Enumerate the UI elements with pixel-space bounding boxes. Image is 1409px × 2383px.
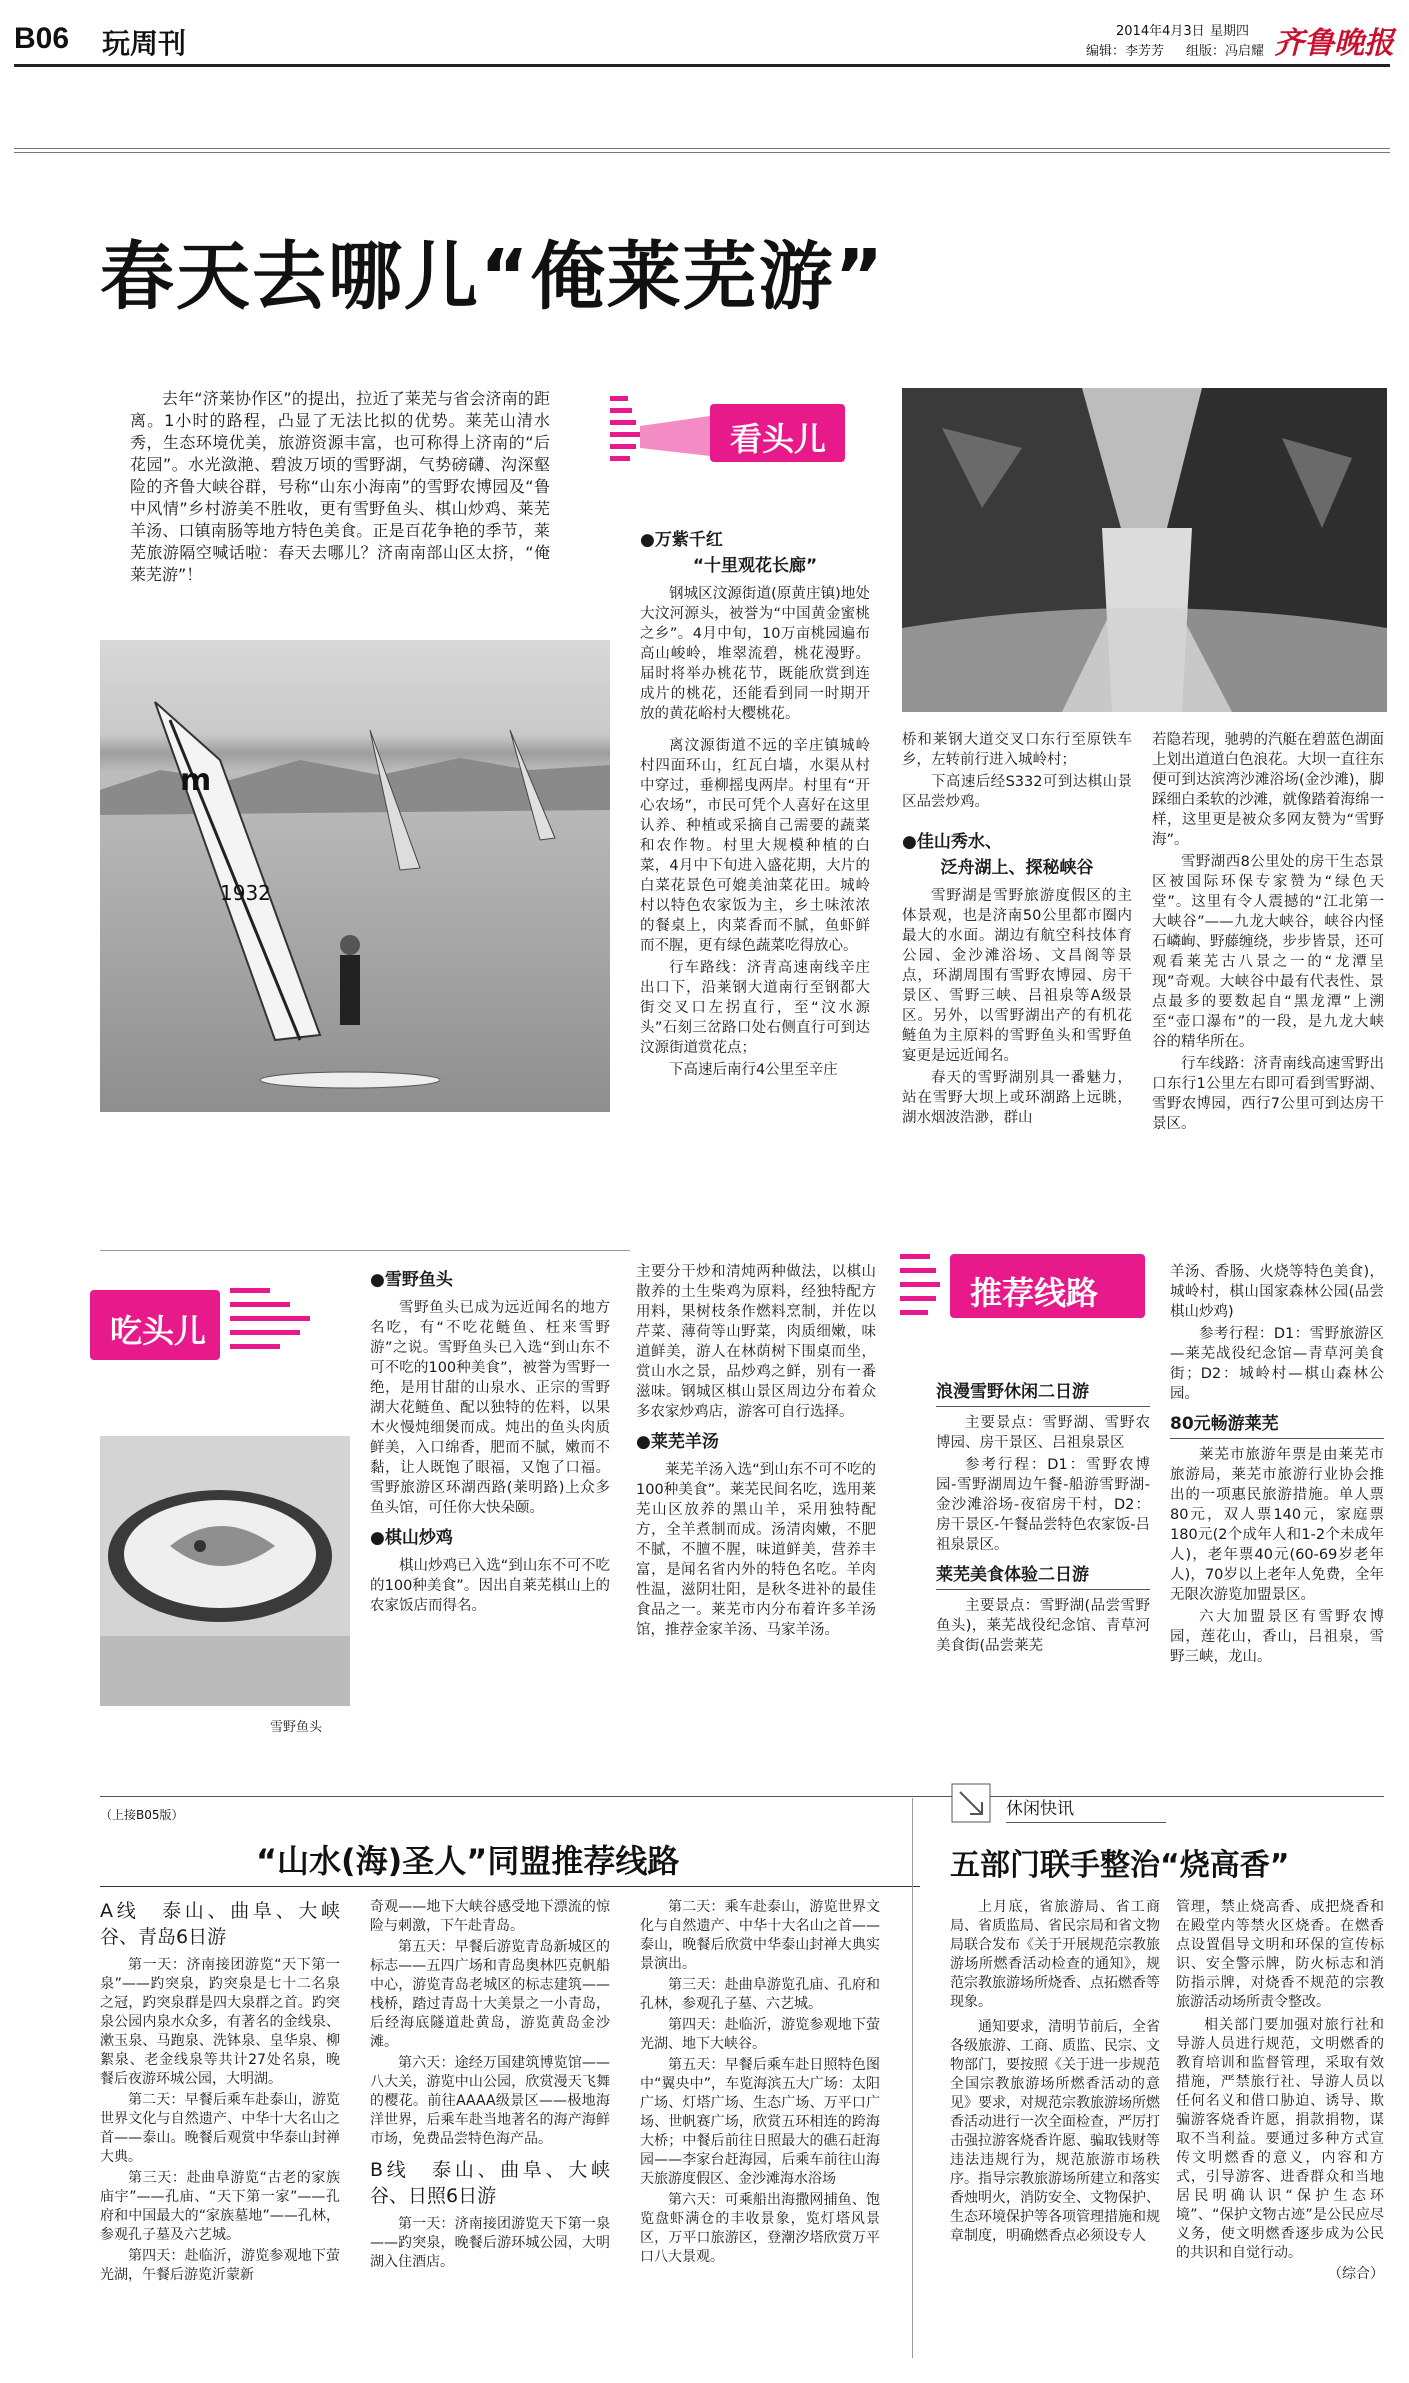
route1-p2: 参考行程：D1：雪野农博园-雪野湖周边午餐-船游雪野湖-金沙滩浴场-夜宿房干村，D2：房干景区-午餐品尝特色农家饭-吕祖泉景区。 bbox=[936, 1457, 1150, 1553]
news-p2: 通知要求，清明节前后，全省各级旅游、工商、质监、民宗、文物部门，要按照《关于进一步规范全国宗教旅游场所燃香活动的意见》要求，对规范宗教旅游场所燃香活动进行一次全面检查，严厉打击强拉游客烧香许愿、骗取钱财等违法违规行为，规范旅游市场秩序。指导宗教旅游场所建立和落实香烛明火，消防安全、文物保护、生态环境保护等各项管理措施和规章制度，明确燃香点必须设专人 bbox=[950, 2019, 1160, 2244]
news-column-1 bbox=[950, 1898, 1160, 2248]
route1-p1: 主要景点：雪野湖、雪野农博园、房干景区、吕祖泉景区 bbox=[936, 1415, 1150, 1451]
lower-title: “山水(海)圣人”同盟推荐线路 bbox=[256, 1842, 680, 1880]
kantou-s1-p6: 下高速后经S332可到达棋山景区品尝炒鸡。 bbox=[902, 774, 1132, 810]
chitou-stamp bbox=[90, 1270, 340, 1380]
kantou-sub2-a: ●佳山秀水、 bbox=[902, 832, 1002, 852]
continued-note: （上接B05版） bbox=[100, 1808, 184, 1822]
line-b-p5: 第五天：早餐后乘车赴日照特色图中“翼央中”，车览海滨五大广场：太阳广场、灯塔广场、生态广场、万平口广场、世帆赛广场，欣赏五环相连的跨海大桥；中餐后前往日照最大的礁石赶海园——李家台赶海园，后乘车前往山海天旅游度假区、金沙滩海水浴场 bbox=[640, 2057, 880, 2187]
fish-photo-caption: 雪野鱼头 bbox=[270, 1720, 323, 1735]
header-date: 2014年4月3日 bbox=[1116, 24, 1205, 39]
news-kicker-box bbox=[950, 1782, 1170, 1826]
arrow-icon bbox=[950, 1782, 994, 1826]
windsurf-illustration bbox=[100, 640, 610, 1112]
kantou-sub1-b: “十里观花长廊” bbox=[692, 556, 818, 576]
route2-p3: 参考行程：D1：雪野旅游区—莱芜战役纪念馆—青草河美食街；D2：城岭村—棋山森林公园。 bbox=[1170, 1326, 1384, 1402]
line-b-p1: 第一天：济南接团游览天下第一泉——趵突泉，晚餐后游环城公园，大明湖入住酒店。 bbox=[370, 2216, 610, 2270]
route3-p1: 莱芜市旅游年票是由莱芜市旅游局，莱芜市旅游行业协会推出的一项惠民旅游措施。单人票80元，双人票140元，家庭票180元(2个成年人和1-2个未成年人)，老年票40元(60-69岁老年人)，70岁以上老年人免费，全年无限次游览加盟景区。 bbox=[1170, 1447, 1384, 1603]
route1-title: 浪漫雪野休闲二日游 bbox=[936, 1380, 1150, 1407]
news-p1: 上月底，省旅游局、省工商局、省质监局、省民宗局和省文物局联合发布《关于开展规范宗教旅游场所燃香活动检查的通知》，规范宗教旅游场所烧香、点拓燃香等现象。 bbox=[950, 1899, 1160, 2010]
news-title: 五部门联手整治“烧高香” bbox=[950, 1848, 1290, 1883]
line-a-p7: 第六天：途经万国建筑博览馆——八大关，游览中山公园，欣赏漫天飞舞的樱花。前往AAAA级景区——极地海洋世界，后乘车赴当地著名的海产海鲜市场，免费品尝特色海产品。 bbox=[370, 2055, 610, 2147]
lower-divider bbox=[912, 1798, 913, 2358]
line-b-p4: 第四天：赴临沂，游览参观地下萤光湖、地下大峡谷。 bbox=[640, 2017, 880, 2052]
windsurf-photo bbox=[100, 640, 610, 1112]
kantou-s1-p1: 钢城区汶源街道(原黄庄镇)地处大汶河源头，被誉为“中国黄金蜜桃之乡”。4月中旬，10万亩桃园遍布高山峻岭，堆翠流碧，桃花漫野。届时将举办桃花节，既能欣赏到连成片的桃花，还能看到同一时期开放的黄花峪村大樱桃花。 bbox=[640, 586, 870, 722]
route2-p1: 主要景点：雪野湖(品尝雪野鱼头)，莱芜战役纪念馆、青草河美食街(品尝莱芜 bbox=[936, 1598, 1150, 1654]
news-p3: 管理，禁止烧高香、成把烧香和在殿堂内等禁火区烧香。在燃香点设置倡导文明和环保的宣传标识、安全警示牌，防火标志和消防指示牌，对烧香不规范的宗教旅游活动场所责令整改。 bbox=[1176, 1899, 1384, 2010]
kantou-column-2 bbox=[902, 730, 1132, 1130]
yutou-p1: 雪野鱼头已成为远近闻名的地方名吃，有“不吃花鲢鱼、枉来雪野游”之说。雪野鱼头已入选“到山东不可不吃的100种美食”，被誉为雪野一绝，是用甘甜的山泉水、正宗的雪野湖大花鲢鱼、配以独特的佐料，以果木火慢炖细煲而成。炖出的鱼头肉质鲜美，入口绵香，肥而不腻，嫩而不黏，让人既饱了眼福，又饱了口福。雪野旅游区环湖西路(莱明路)上众多鱼头馆，可任你大快朵颐。 bbox=[370, 1300, 610, 1516]
gorge-photo bbox=[902, 388, 1387, 712]
yangtang-title: ●莱芜羊汤 bbox=[636, 1432, 719, 1452]
tuijian-column-2 bbox=[1170, 1262, 1384, 1669]
rule-2 bbox=[14, 152, 1390, 153]
news-column-2 bbox=[1176, 1898, 1384, 2284]
page-code: B06 bbox=[14, 22, 70, 55]
kantou-s2-p1: 雪野湖是雪野旅游度假区的主体景观，也是济南50公里都市圈内最大的水面。湖边有航空科技体育公园、金沙滩浴场、文昌阁等景点，环湖周围有雪野农博园、房干景区、雪野三峡、吕祖泉等A级景区。另外，以雪野湖出产的有机花鲢鱼为主原料的雪野鱼头和雪野鱼宴更是远近闻名。 bbox=[902, 888, 1132, 1064]
news-kicker: 休闲快讯 bbox=[1006, 1799, 1074, 1819]
chitou-column-1 bbox=[370, 1268, 610, 1618]
line-b-p2: 第二天：乘车赴泰山，游览世界文化与自然遗产、中华十大名山之首——泰山，晚餐后欣赏中华泰山封禅大典实景演出。 bbox=[640, 1899, 880, 1972]
kantou-s3-p3: 行车线路：济青南线高速雪野出口东行1公里左右即可看到雪野湖、雪野农博园，西行7公里可到达房干景区。 bbox=[1152, 1056, 1384, 1132]
kantou-sub1-a: ●万紫千红 bbox=[640, 530, 723, 550]
chitou-column-2 bbox=[636, 1262, 876, 1642]
kantou-s3-p1: 若隐若现，驰骋的汽艇在碧蓝色湖面上划出道道白色浪花。大坝一直往东便可到达滨湾沙滩浴场(金沙滩)，脚踩细白柔软的沙滩，就像踏着海绵一样，这里更是被众多网友赞为“雪野海”。 bbox=[1152, 732, 1384, 848]
route2-title: 莱芜美食体验二日游 bbox=[936, 1563, 1150, 1590]
news-credit: （综合） bbox=[1328, 2266, 1384, 2282]
intro-text bbox=[130, 388, 550, 588]
line-b-p3: 第三天：赴曲阜游览孔庙、孔府和孔林，参观孔子墓、六艺城。 bbox=[640, 1977, 880, 2012]
route3-title: 80元畅游莱芜 bbox=[1170, 1412, 1384, 1439]
masthead-logo: 齐鲁晚报 bbox=[1274, 26, 1394, 61]
intro-paragraph: 去年“济莱协作区”的提出，拉近了莱芜与省会济南的距离。1小时的路程，凸显了无法比拟的优势。莱芜山清水秀，生态环境优美，旅游资源丰富，也可称得上济南的“后花园”。水光潋滟、碧波万顷的雪野湖，气势磅礴、沟深壑险的齐鲁大峡谷群，号称“山东小海南”的雪野农博园及“鲁中风情”乡村游美不胜收，更有雪野鱼头、棋山炒鸡、莱芜羊汤、口镇南肠等地方特色美食。正是百花争艳的季节，莱芜旅游隔空喊话啦：春天去哪儿？济南南部山区太挤，“俺莱芜游”！ bbox=[130, 389, 550, 584]
jiji-title: ●棋山炒鸡 bbox=[370, 1528, 453, 1548]
kantou-s2-p2: 春天的雪野湖别具一番魅力，站在雪野大坝上或环湖路上远眺，湖水烟波浩渺，群山 bbox=[902, 1070, 1132, 1126]
line-b-title: B线 泰山、曲阜、大峡谷、日照6日游 bbox=[370, 2159, 610, 2207]
divider-lower bbox=[100, 1796, 1384, 1797]
line-a-p3: 第三天：赴曲阜游览“古老的家族庙宇”——孔庙、“天下第一家”——孔府和中国最大的“家族墓地”——孔林，参观孔子墓及六艺城。 bbox=[100, 2170, 340, 2243]
fish-head-photo bbox=[100, 1436, 350, 1706]
header-weekday: 星期四 bbox=[1210, 24, 1250, 39]
kantou-column-3 bbox=[1152, 730, 1384, 1136]
yangtang-p1: 莱芜羊汤入选“到山东不可不吃的100种美食”。莱芜民间名吃，选用莱芜山区放养的黑山羊，采用独特配方，全羊煮制而成。汤清肉嫩，不肥不腻，不膻不腥，味道鲜美，营养丰富，是闻名省内外的特色名吃。羊肉性温，滋阴壮阳，是秋冬进补的最佳食品之一。莱芜市内分布着许多羊汤馆，推荐金家羊汤、马家羊汤。 bbox=[636, 1462, 876, 1638]
lower-column-1 bbox=[100, 1898, 340, 2287]
fish-head-illustration bbox=[100, 1436, 350, 1706]
divider-upper bbox=[100, 1250, 630, 1251]
section-name: 玩周刊 bbox=[102, 27, 187, 60]
route2-p2: 羊汤、香肠、火烧等特色美食)，城岭村，棋山国家森林公园(品尝棋山炒鸡) bbox=[1170, 1264, 1384, 1320]
line-a-p2: 第二天：早餐后乘车赴泰山，游览世界文化与自然遗产、中华十大名山之首——泰山。晚餐后观赏中华泰山封禅大典。 bbox=[100, 2092, 340, 2165]
svg-text:1932: 1932 bbox=[220, 881, 271, 905]
kantou-s1-p4: 下高速后南行4公里至辛庄 bbox=[669, 1062, 838, 1078]
kantou-s1-p5: 桥和莱钢大道交叉口东行至原铁车乡，左转前行进入城岭村； bbox=[902, 732, 1132, 768]
header-rule bbox=[14, 64, 1390, 67]
news-kicker-rule bbox=[1006, 1822, 1166, 1823]
line-a-title: A线 泰山、曲阜、大峡谷、青岛6日游 bbox=[100, 1900, 340, 1948]
kantou-s1-p3: 行车路线：济青高速南线辛庄出口下，沿莱钢大道南行至钢都大街交叉口左拐直行，至“汶水源头”石刻三岔路口处右侧直行可到达汶源街道赏花点； bbox=[640, 960, 870, 1056]
line-a-p5: 奇观——地下大峡谷感受地下漂流的惊险与刺激，下午赴青岛。 bbox=[370, 1899, 610, 1934]
chitou-label: 吃头儿 bbox=[110, 1312, 207, 1350]
kantou-stamp bbox=[610, 386, 850, 496]
gorge-illustration bbox=[902, 388, 1387, 712]
rule-1 bbox=[14, 148, 1390, 149]
tuijian-label: 推荐线路 bbox=[970, 1274, 1099, 1312]
lower-column-2 bbox=[370, 1898, 610, 2274]
news-p4: 相关部门要加强对旅行社和导游人员进行规范，文明燃香的教育培训和监督管理，采取有效措施，严禁旅行社、导游人员以任何名义和借口胁迫、诱导、欺骗游客烧香许愿，捐款捐物，谋取不当利益。要通过多种方式宣传文明燃香的意义，内容和方式，引导游客、进香群众和当地居民明确认识“保护生态环境”、“保护文物古迹”是公民应尽义务，使文明燃香逐步成为公民的共识和自觉行动。 bbox=[1176, 2017, 1384, 2261]
kantou-s3-p2: 雪野湖西8公里处的房干生态景区被国际环保专家赞为“绿色天堂”。这里有令人震撼的“江北第一大峡谷”——九龙大峡谷，峡谷内怪石嶙峋、野藤缠绕，步步皆景，还可观看莱芜古八景之一的“龙潭呈现”奇观。大峡谷中最有代表性、景点最多的要数起自“黑龙潭”上溯至“壶口瀑布”的一段，是九龙大峡谷的精华所在。 bbox=[1152, 854, 1384, 1050]
page-header bbox=[14, 18, 1394, 64]
line-a-p6: 第五天：早餐后游览青岛新城区的标志——五四广场和青岛奥林匹克帆船中心，游览青岛老城区的标志建筑——栈桥，踏过青岛十大美景之一小青岛，后经海底隧道赴黄岛，游览黄岛金沙滩。 bbox=[370, 1939, 610, 2050]
jiji-p1: 棋山炒鸡已入选“到山东不可不吃的100种美食”。因出自莱芜棋山上的农家饭店而得名。 bbox=[370, 1558, 610, 1614]
kantou-s1-p2: 离汶源街道不远的辛庄镇城岭村四面环山，红瓦白墙，水渠从村中穿过，垂柳摇曳两岸。村里有“开心农场”，市民可凭个人喜好在这里认养、种植或采摘自己需要的蔬菜和农作物。村里大规模种植的白菜，4月中下旬进入盛花期，大片的白菜花景色可媲美油菜花田。城岭村以特色农家饭为主，乡土味浓浓的餐桌上，肉菜香而不腻，鱼虾鲜而不腥，更有绿色蔬菜吃得放心。 bbox=[640, 738, 870, 954]
kantou-label: 看头儿 bbox=[730, 420, 827, 458]
yutou-title: ●雪野鱼头 bbox=[370, 1270, 453, 1290]
tuijian-column-1 bbox=[936, 1380, 1150, 1658]
header-editor: 编辑：李芳芳 bbox=[1086, 44, 1165, 59]
lower-title-rule bbox=[100, 1886, 920, 1887]
route3-p2: 六大加盟景区有雪野农博园，莲花山，香山，吕祖泉，雪野三峡，龙山。 bbox=[1170, 1609, 1384, 1665]
header-layout: 组版：冯启耀 bbox=[1186, 44, 1265, 59]
line-a-p4: 第四天：赴临沂，游览参观地下萤光湖，午餐后游览沂蒙新 bbox=[100, 2248, 340, 2283]
line-a-p1: 第一天：济南接团游览“天下第一泉”——趵突泉，趵突泉是七十二名泉之冠，趵突泉群是四大泉群之首。趵突泉公园内泉水众多，有著名的金线泉、漱玉泉、马跑泉、洗钵泉、皇华泉、柳絮泉、老金线泉等共计27处名泉，晚餐后夜游环城公园，大明湖。 bbox=[100, 1957, 340, 2087]
svg-text:m: m bbox=[180, 763, 212, 798]
line-b-p6: 第六天：可乘船出海撒网捕鱼、饱览盘虾满仓的丰收景象，览灯塔风景区，万平口旅游区，登潮汐塔欣赏万平口八大景观。 bbox=[640, 2192, 880, 2265]
jiji-continued: 主要分干炒和清炖两种做法，以棋山散养的土生柴鸡为原料，经独特配方用料，果树枝条作燃料烹制，并佐以芹菜、薄荷等山野菜，肉质细嫩，味道鲜美，游人在林荫树下围桌而坐，赏山水之景，品炒鸡之鲜，别有一番滋味。钢城区棋山景区周边分布着众多农家炒鸡店，游客可自行选择。 bbox=[636, 1264, 876, 1420]
tuijian-stamp bbox=[900, 1240, 1150, 1340]
main-title: 春天去哪儿“俺莱芜游” bbox=[100, 234, 886, 320]
lower-column-3 bbox=[640, 1898, 880, 2269]
kantou-sub2-b: 泛舟湖上、探秘峡谷 bbox=[940, 858, 1094, 878]
kantou-column-1 bbox=[640, 520, 870, 1082]
